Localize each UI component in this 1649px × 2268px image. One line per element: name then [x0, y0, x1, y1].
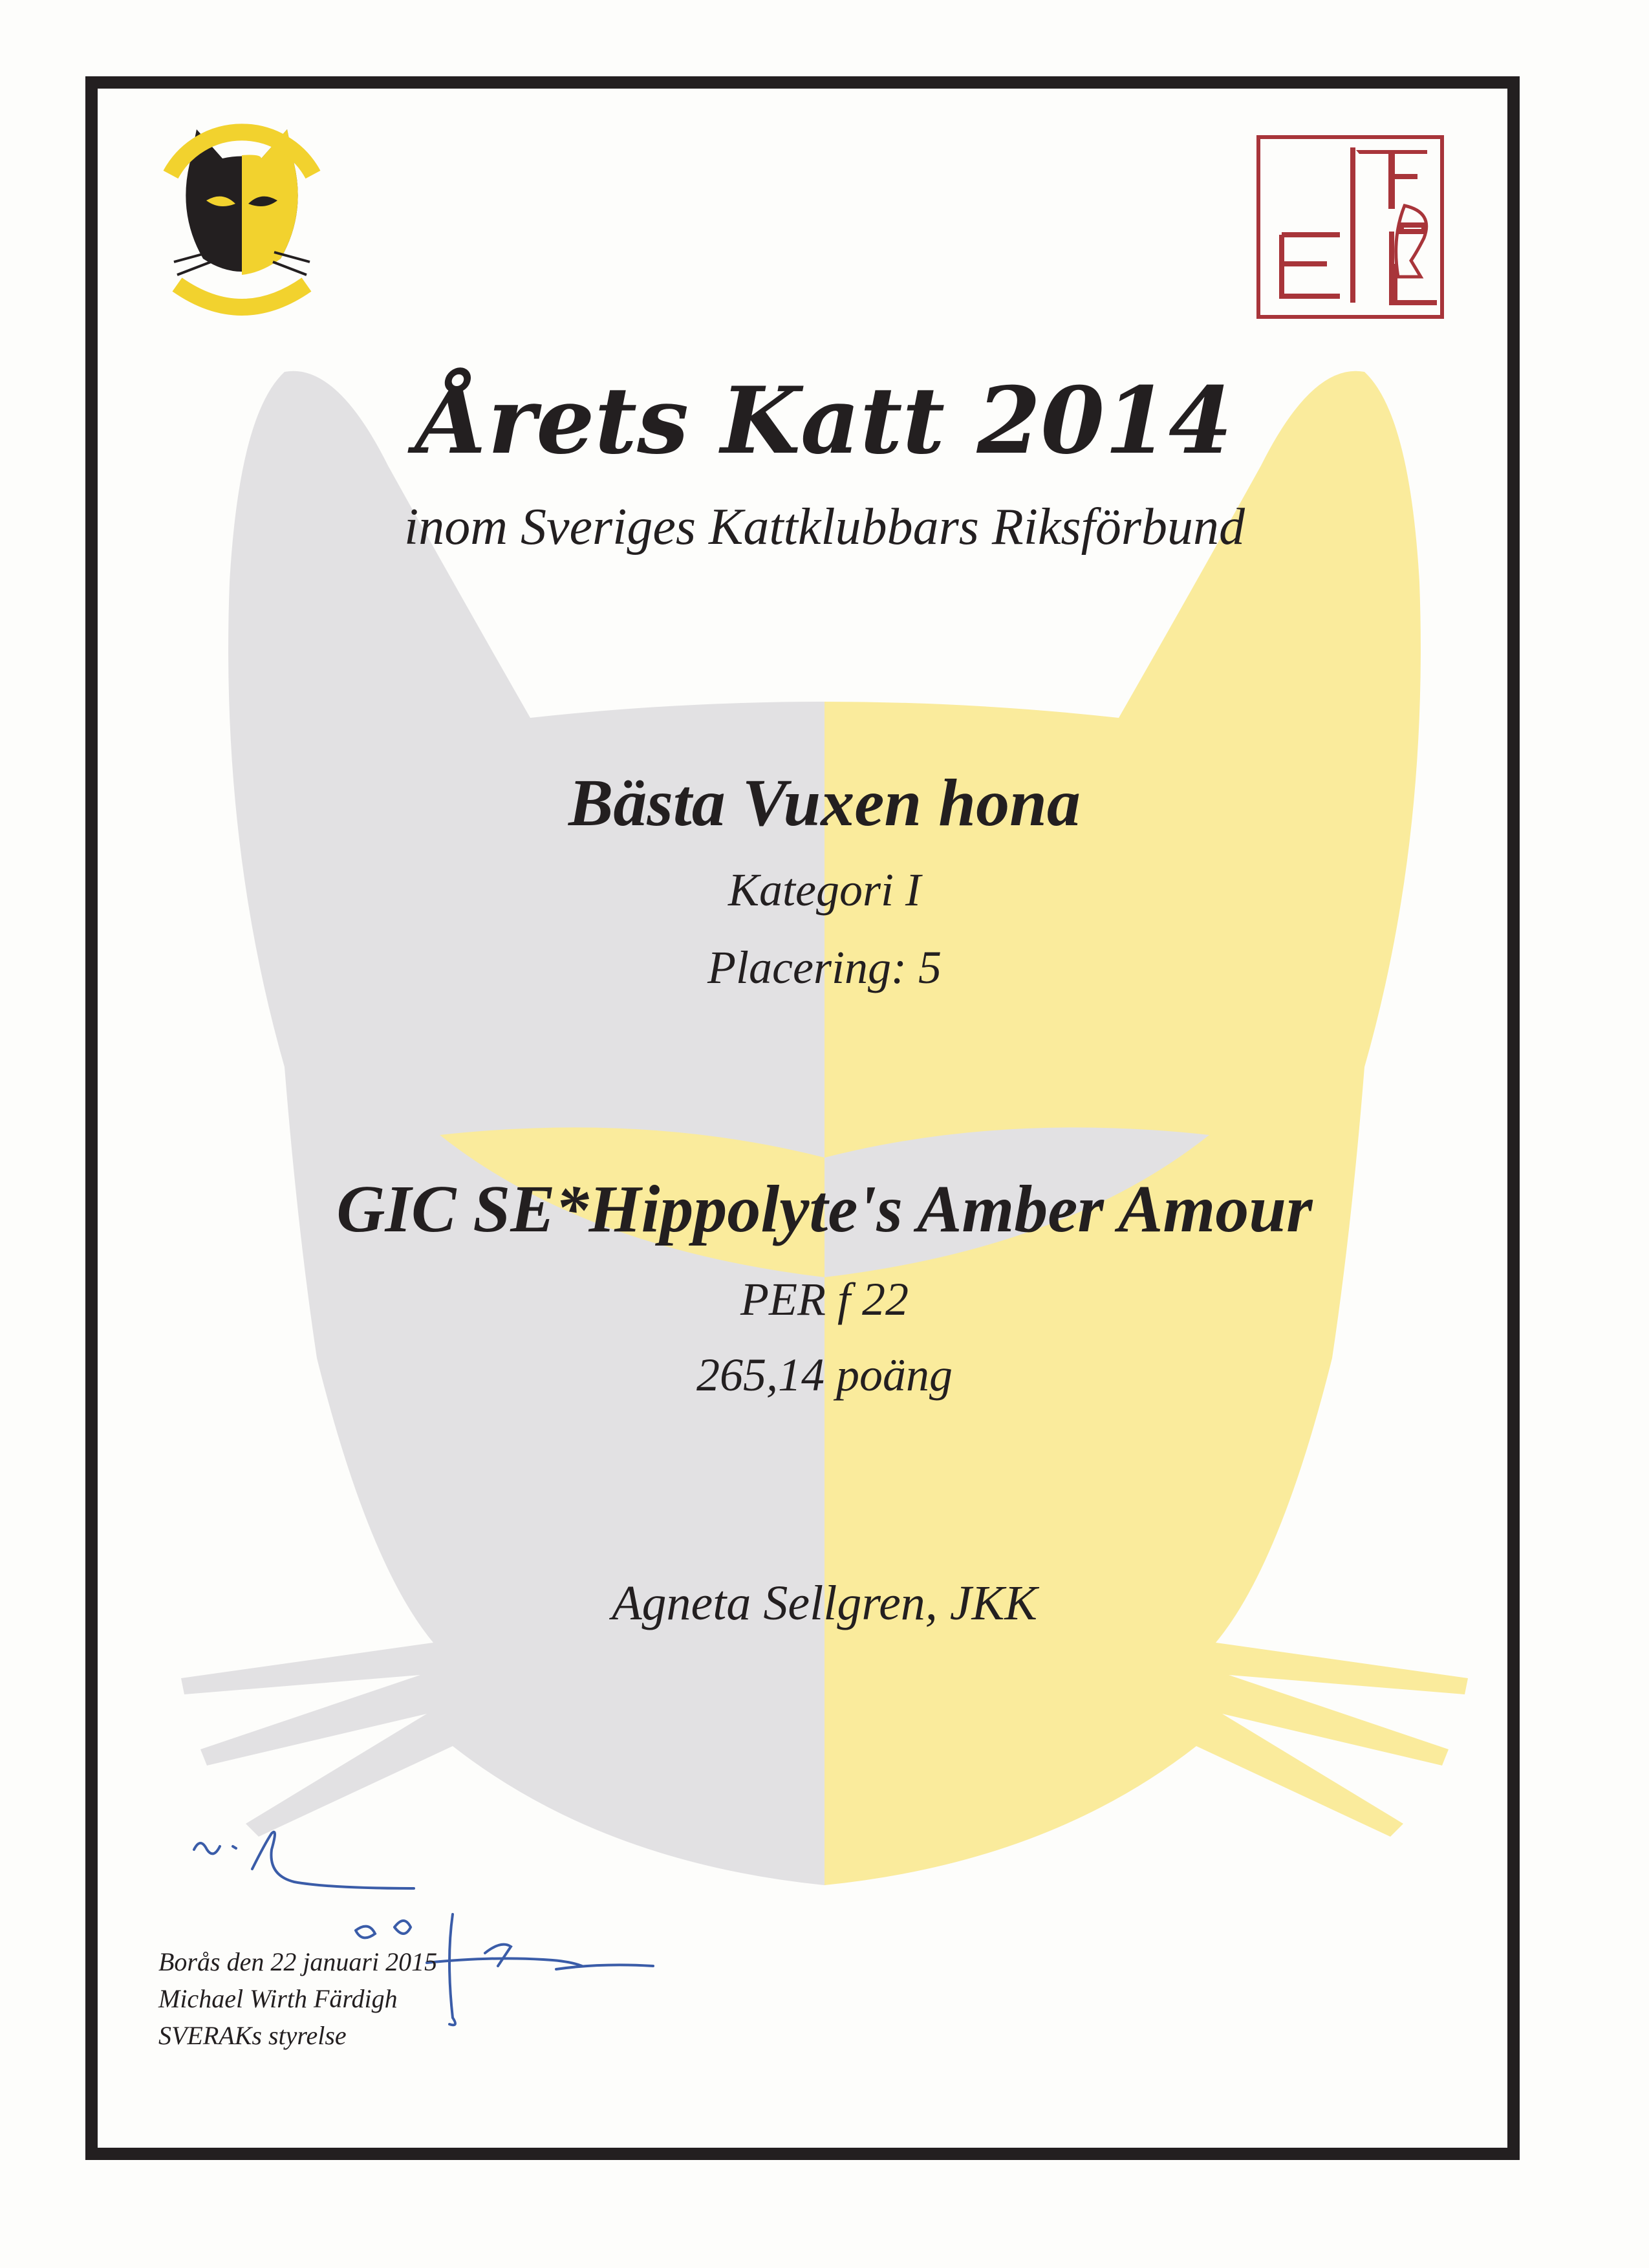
sverak-logo	[151, 123, 332, 330]
fife-logo	[1256, 135, 1445, 319]
cat-points: 265,14 poäng	[696, 1349, 953, 1401]
certificate-subtitle: inom Sveriges Kattklubbars Riksförbund	[404, 499, 1245, 556]
footer-signer: Michael Wirth Färdigh	[158, 1984, 398, 2013]
cat-breed: PER f 22	[740, 1273, 909, 1325]
award-category: Kategori I	[728, 864, 921, 916]
footer-place-date: Borås den 22 januari 2015	[158, 1947, 438, 1976]
footer-block	[158, 1943, 437, 2054]
award-name: Bästa Vuxen hona	[568, 766, 1081, 840]
cat-name: GIC SE*Hippolyte's Amber Amour	[336, 1172, 1313, 1246]
award-placement: Placering: 5	[707, 942, 942, 993]
certificate-title: Årets Katt 2014	[416, 367, 1233, 475]
owner-name: Agneta Sellgren, JKK	[612, 1576, 1037, 1630]
footer-board: SVERAKs styrelse	[158, 2021, 347, 2050]
